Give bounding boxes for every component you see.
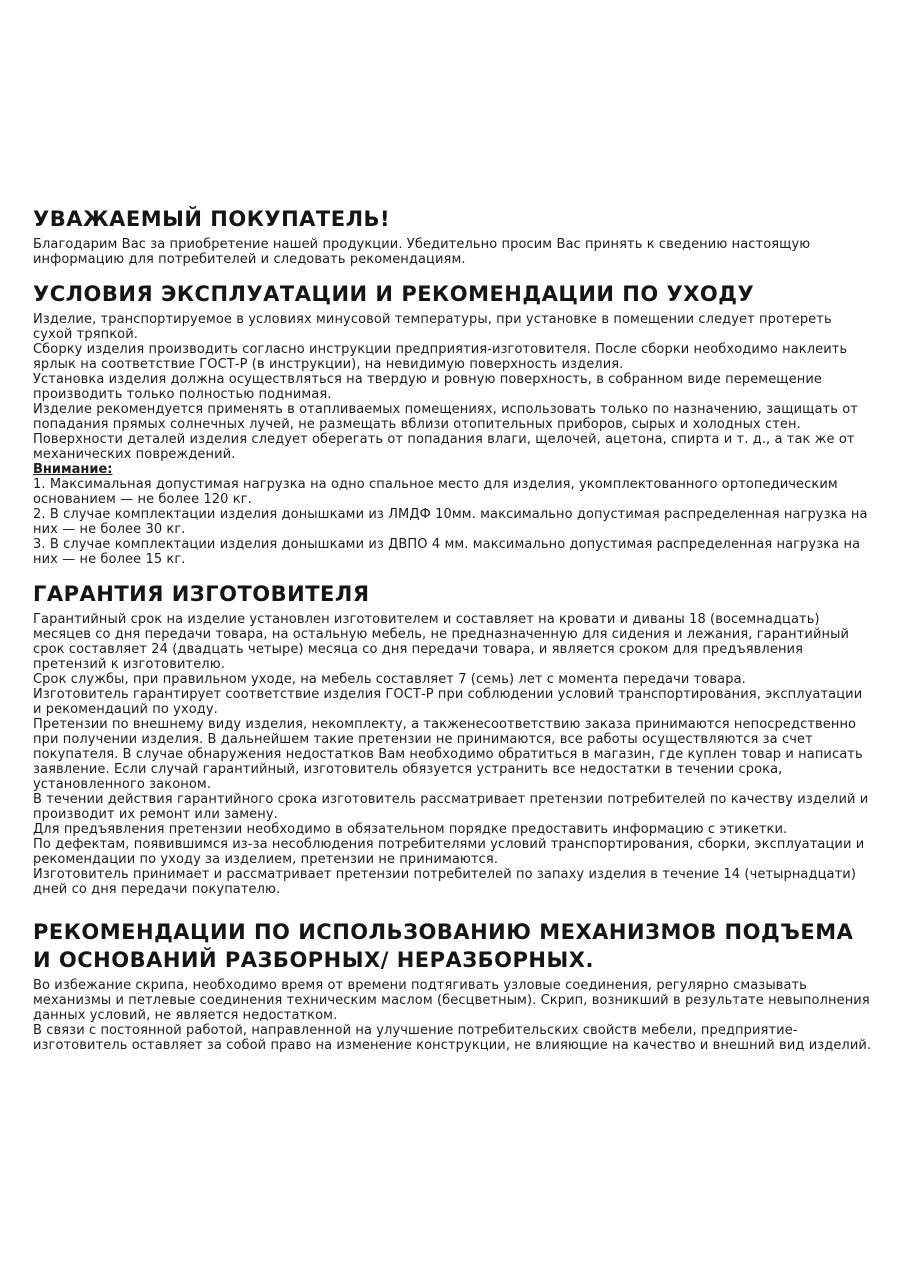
mechanisms-heading: РЕКОМЕНДАЦИИ ПО ИСПОЛЬЗОВАНИЮ МЕХАНИЗМОВ ПОДЪЕМА И ОСНОВАНИЙ РАЗБОРНЫХ/ НЕРАЗБОРНЫХ.	[33, 920, 854, 972]
care-paragraph: Поверхности деталей изделия следует оберегать от попадания влаги, щелочей, ацетона, спирта и т. д., а так же от механических повреждений.	[33, 432, 855, 462]
mechanisms-paragraph: В связи с постоянной работой, направленной на улучшение потребительских свойств мебели, предприятие-изготовитель оставляет за собой право на изменение конструкции, не влияющие на качество и внешний вид изделий.	[33, 1023, 872, 1053]
care-paragraph: Изделие, транспортируемое в условиях минусовой температуры, при установке в помещении следует протереть сухой тряпкой.	[33, 312, 832, 342]
section-care-conditions	[33, 280, 872, 567]
care-paragraph: Установка изделия должна осуществляться на твердую и ровную поверхность, в собранном виде перемещение производить только полностью поднимая.	[33, 372, 822, 402]
warranty-paragraph: В течении действия гарантийного срока изготовитель рассматривает претензии потребителей по качеству изделий и производит их ремонт или замену.	[33, 792, 869, 822]
care-paragraph: Сборку изделия производить согласно инструкции предприятия-изготовителя. После сборки необходимо наклеить ярлык на соответствие ГОСТ-Р (в инструкции), на невидимую поверхность изделия.	[33, 342, 848, 372]
warranty-paragraph: По дефектам, появившимся из-за несоблюдения потребителями условий транспортирования, сборки, эксплуатации и рекомендации по уходу за изделием, претензии не принимаются.	[33, 837, 865, 867]
greeting-paragraph: Благодарим Вас за приобретение нашей продукции. Убедительно просим Вас принять к сведению настоящую информацию для потребителей и следовать рекомендациям.	[33, 237, 811, 267]
warranty-paragraph: Срок службы, при правильном уходе, на мебель составляет 7 (семь) лет с момента передачи товара.	[33, 672, 746, 687]
warranty-paragraph: Гарантийный срок на изделие установлен изготовителем и составляет на кровати и диваны 18 (восемнадцать) месяцев со дня передачи товара, на остальную мебель, не предназначенную для сидения и лежания, гарантийный срок составляет 24 (двадцать четыре) месяца со дня передачи товара, и является сроком для предъявления претензий к изготовителю.	[33, 612, 850, 672]
attention-item: 1. Максимальная допустимая нагрузка на одно спальное место для изделия, укомплектованного ортопедическим основанием — не более 120 кг.	[33, 477, 838, 507]
section-warranty	[33, 580, 872, 897]
attention-item: 3. В случае комплектации изделия донышками из ДВПО 4 мм. максимально допустимая распределенная нагрузка на них — не более 15 кг.	[33, 537, 861, 567]
warranty-paragraph: Изготовитель гарантирует соответствие изделия ГОСТ-Р при соблюдении условий транспортирования, эксплуатации и рекомендаций по уходу.	[33, 687, 863, 717]
section-greeting	[33, 205, 872, 267]
warranty-paragraph: Для предъявления претензии необходимо в обязательном порядке предоставить информацию с этикетки.	[33, 822, 788, 837]
warranty-paragraph: Изготовитель принимает и рассматривает претензии потребителей по запаху изделия в течение 14 (четырнадцати) дней со дня передачи покупателю.	[33, 867, 856, 897]
care-paragraph: Изделие рекомендуется применять в отапливаемых помещениях, использовать только по назначению, защищать от попадания прямых солнечных лучей, не размещать вблизи отопительных приборов, сырых и холодных стен.	[33, 402, 858, 432]
attention-label: Внимание:	[33, 462, 113, 477]
warranty-heading: ГАРАНТИЯ ИЗГОТОВИТЕЛЯ	[33, 582, 370, 606]
warranty-paragraph: Претензии по внешнему виду изделия, некомплекту, а такженесоответствию заказа принимаются непосредственно при получении изделия. В дальнейшем такие претензии не принимаются, все работы осуществляются за счет покупателя. В случае обнаружения недостатков Вам необходимо обратиться в магазин, где куплен товар и написать заявление. Если случай гарантийный, изготовитель обязуется устранить все недостатки в течении срока, установленного законом.	[33, 717, 863, 792]
mechanisms-paragraph: Во избежание скрипа, необходимо время от времени подтягивать узловые соединения, регулярно смазывать механизмы и петлевые соединения техническим маслом (бесцветным). Скрип, возникший в результате невыполнения данных условий, не является недостатком.	[33, 978, 870, 1023]
section-mechanisms	[33, 918, 872, 1053]
attention-item: 2. В случае комплектации изделия донышками из ЛМДФ 10мм. максимально допустимая распределенная нагрузка на них — не более 30 кг.	[33, 507, 868, 537]
greeting-heading: УВАЖАЕМЫЙ ПОКУПАТЕЛЬ!	[33, 207, 391, 231]
care-heading: УСЛОВИЯ ЭКСПЛУАТАЦИИ И РЕКОМЕНДАЦИИ ПО УХОДУ	[33, 282, 755, 306]
